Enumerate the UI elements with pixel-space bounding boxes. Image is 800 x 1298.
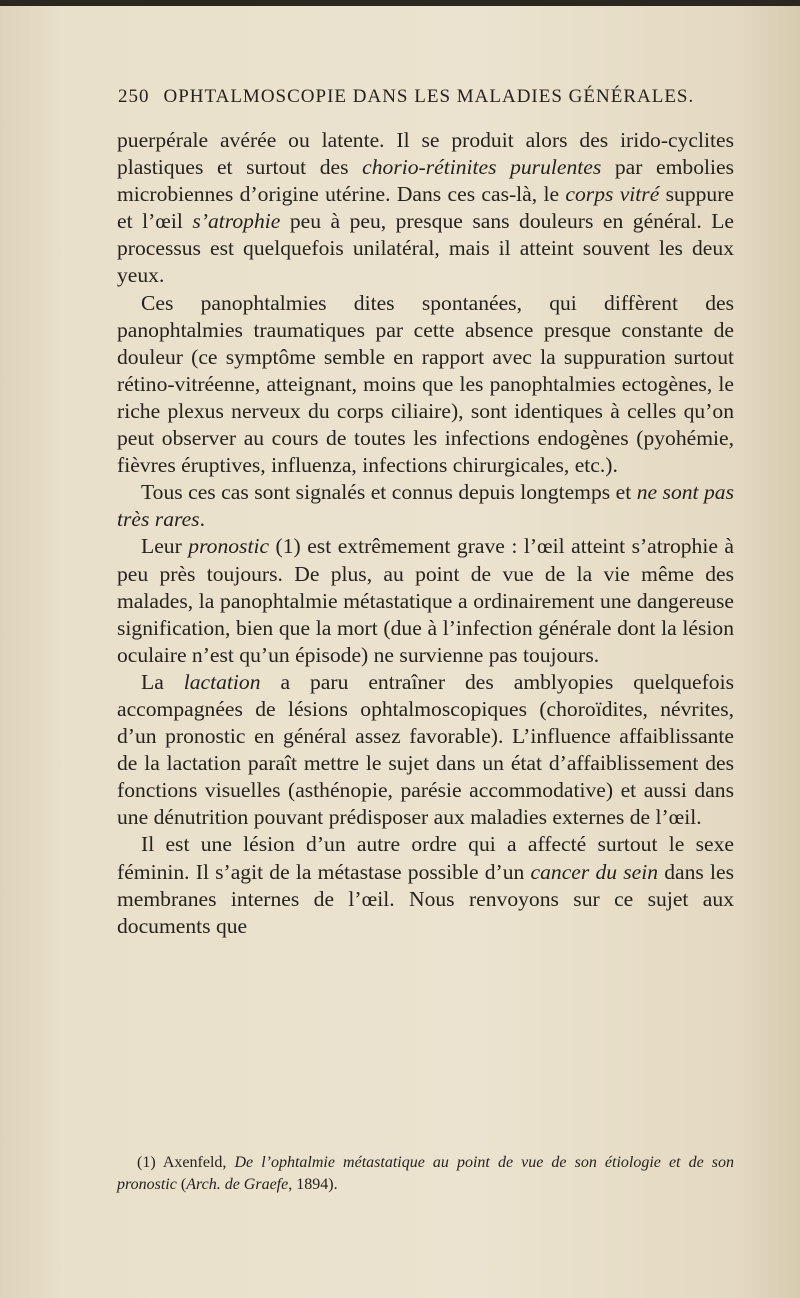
italic-term: s’atrophie [192, 209, 281, 234]
text-segment: puerpérale avérée ou latente. Il se produit alors des irido-cyclites plastiques et surtout des [117, 128, 734, 180]
text-segment: Tous ces cas sont signalés et connus depuis longtemps et [141, 480, 637, 505]
text-segment: dans les membranes internes de l’œil. Nous renvoyons sur ce sujet aux documents que [117, 859, 734, 938]
page-number: 250 [118, 86, 150, 107]
text-segment: Leur [141, 534, 189, 559]
text-segment: Il est une lésion d’un autre ordre qui a affecté surtout le sexe féminin. Il s’agit de la métastase possible d’un [117, 832, 734, 884]
paragraph-6 [117, 831, 734, 939]
italic-journal: Arch. de Graefe [186, 1176, 289, 1193]
text-segment: peu à peu, presque sans douleurs en général. Le processus est quelquefois unilatéral, mais il atteint souvent les deux yeux. [117, 209, 734, 288]
running-title: OPHTALMOSCOPIE DANS LES MALADIES GÉNÉRALES. [163, 86, 695, 107]
italic-term: ne sont pas très rares [117, 480, 734, 532]
paragraph-4 [117, 533, 734, 668]
paragraph-1 [117, 127, 734, 290]
running-header [118, 86, 718, 108]
text-segment: Ces panophtalmies dites spontanées, qui diffèrent des panophtalmies traumatiques par cette absence presque constante de douleur (ce symptôme semble en rapport avec la suppuration surtout rétino-vitréenne, atteignant, moins que les panophtalmies ectogènes, le riche plexus nerveux du corps ciliaire), sont identiques à celles qu’on peut observer au cours de toutes les infections endogènes (pyohémie, fièvres éruptives, influenza, infections chirurgicales, etc.). [117, 290, 734, 478]
italic-term: lactation [183, 669, 261, 694]
text-segment: ( [176, 1176, 187, 1193]
paragraph-5 [117, 669, 734, 832]
body-text [117, 127, 734, 940]
text-segment: (1) est extrêmement grave : l’œil atteint s’atrophie à peu près toujours. De plus, au point de vue de la vie même des malades, la panophtalmie métastatique a ordinairement une dangereuse signification, bien que la mort (due à l’infection générale dont la lésion oculaire n’est qu’un épisode) ne survienne pas toujours. [117, 534, 734, 667]
paragraph-3 [117, 479, 734, 533]
text-segment: a paru entraîner des amblyopies quelquefois accompagnées de lésions ophtalmoscopiques (choroïdites, névrites, d’un pronostic en général assez favorable). L’influence affaiblissante de la lactation paraît mettre le sujet dans un état d’affaiblissement des fonctions visuelles (asthénopie, parésie accommodative) et aussi dans une dénutrition pouvant prédisposer aux maladies externes de l’œil. [117, 669, 734, 830]
italic-title: De l’ophtalmie métastatique au point de vue de son étiologie et de son pronostic [117, 1154, 734, 1193]
text-segment: par embolies microbiennes d’origine utérine. Dans ces cas-là, le [117, 155, 734, 207]
text-segment: . [199, 507, 205, 532]
italic-term: pronostic [188, 534, 270, 559]
paragraph-2 [117, 290, 734, 480]
italic-term: corps vitré [565, 182, 660, 207]
text-segment: La [141, 669, 184, 694]
italic-term: chorio-rétinites purulentes [362, 155, 602, 180]
page-top-edge [0, 0, 800, 6]
text-segment: , 1894). [288, 1176, 338, 1193]
italic-term: cancer du sein [530, 859, 659, 884]
text-segment: suppure et l’œil [117, 182, 734, 234]
footnote [117, 1152, 734, 1196]
text-segment: (1) Axenfeld, [137, 1154, 235, 1171]
